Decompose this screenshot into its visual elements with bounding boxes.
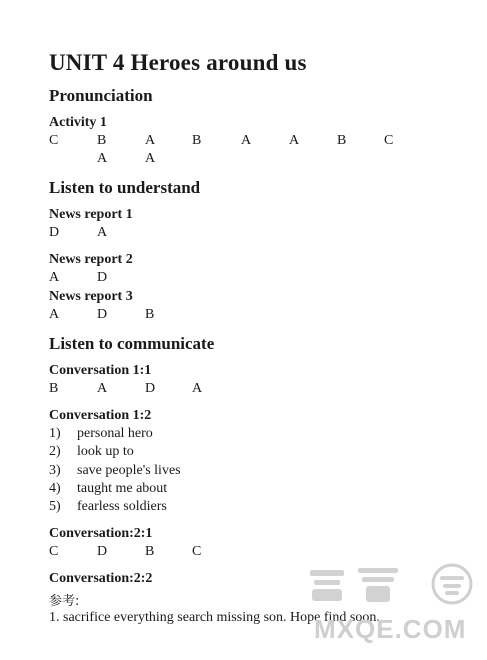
list-item-number: 5) [49, 499, 61, 514]
answer-cell: B [97, 133, 107, 148]
section-heading-listen-understand: Listen to understand [49, 178, 201, 197]
answer-cell: B [49, 381, 59, 396]
answer-cell: C [49, 544, 59, 559]
answer-cell: C [49, 133, 59, 148]
list-item [0, 481, 487, 499]
answer-cell: B [145, 544, 155, 559]
answer-cell: B [145, 307, 155, 322]
news-report-2-label: News report 2 [49, 252, 133, 267]
answer-cell: B [337, 133, 347, 148]
list-item-text: taught me about [77, 481, 168, 496]
answer-cell: A [97, 151, 108, 166]
answer-cell: B [192, 133, 202, 148]
conversation-2-1-answers [0, 544, 487, 562]
answer-cell: D [97, 270, 108, 285]
answer-cell: A [97, 225, 108, 240]
list-item-text: save people's lives [77, 463, 181, 478]
watermark-logo [302, 562, 482, 654]
list-item-text: personal hero [77, 426, 153, 441]
conversation-2-1-label: Conversation:2:1 [49, 526, 153, 541]
conversation-1-1-answers [0, 381, 487, 399]
list-item-number: 4) [49, 481, 61, 496]
answer-cell: A [192, 381, 203, 396]
answer-cell: C [192, 544, 202, 559]
list-item-text: look up to [77, 444, 134, 459]
answer-cell: A [97, 381, 108, 396]
news-report-1-label: News report 1 [49, 207, 133, 222]
list-item-number: 3) [49, 463, 61, 478]
list-item [0, 426, 487, 444]
reference-label: 参考: [49, 594, 80, 609]
answer-cell: D [97, 544, 108, 559]
answer-cell: D [145, 381, 156, 396]
list-item-number: 2) [49, 444, 61, 459]
answer-cell: A [289, 133, 300, 148]
conversation-2-2-label: Conversation:2:2 [49, 571, 153, 586]
answer-cell: C [384, 133, 394, 148]
conversation-1-2-label: Conversation 1:2 [49, 408, 152, 423]
answer-cell: D [97, 307, 108, 322]
activity-1-label: Activity 1 [49, 115, 107, 130]
news-report-2-answers [0, 270, 487, 288]
reference-answer-line-1: 1. sacrifice everything search missing son. Hope find soon. [49, 610, 380, 625]
watermark-url-text: MXQE.COM [314, 614, 467, 644]
section-heading-pronunciation: Pronunciation [49, 86, 153, 105]
conversation-1-1-label: Conversation 1:1 [49, 363, 152, 378]
section-heading-listen-communicate: Listen to communicate [49, 334, 215, 353]
activity-1-answers-row-1 [0, 133, 487, 151]
answer-cell: A [145, 133, 156, 148]
answer-cell: D [49, 225, 60, 240]
list-item [0, 499, 487, 517]
page-title: UNIT 4 Heroes around us [49, 50, 307, 75]
activity-1-answers-row-2 [0, 151, 487, 169]
list-item-number: 1) [49, 426, 61, 441]
answer-cell: A [241, 133, 252, 148]
answer-cell: A [49, 270, 60, 285]
watermark-glyphs [310, 568, 464, 602]
list-item [0, 463, 487, 481]
answer-cell: A [49, 307, 60, 322]
list-item [0, 444, 487, 462]
news-report-3-label: News report 3 [49, 289, 133, 304]
list-item-text: fearless soldiers [77, 499, 167, 514]
news-report-1-answers [0, 225, 487, 243]
answer-cell: A [145, 151, 156, 166]
news-report-3-answers [0, 307, 487, 325]
